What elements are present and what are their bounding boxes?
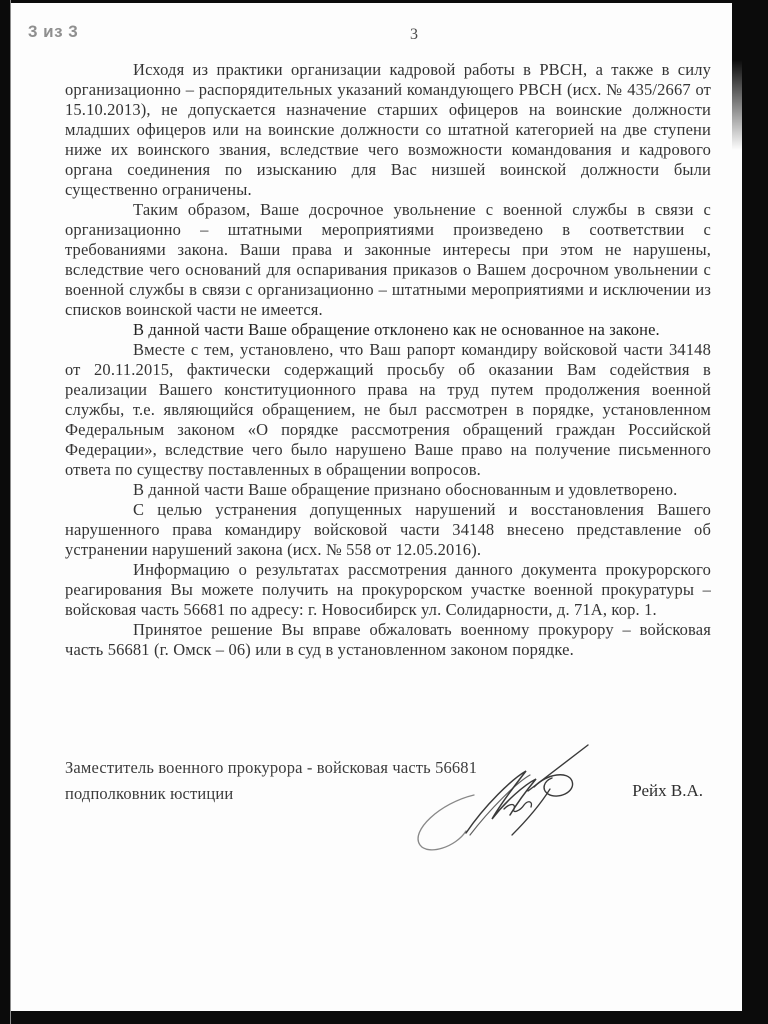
document-paragraph: Вместе с тем, установлено, что Ваш рапорт командиру войсковой части 34148 от 20.11.2015, фактически содержащий просьбу об оказании Вам содействия в реализации Вашего конституционного права на труд путем продолжения военной службы, т.е. являющийся обращением, не был рассмотрен в порядке, установленном Федеральным законом «О порядке рассмотрения обращений граждан Российской Федерации», вследствие чего было нарушено Ваше право на получение письменного ответа по существу поставленных в обращении вопросов. xyxy=(65,340,711,479)
scan-edge-left xyxy=(0,0,11,1024)
document-paragraph: Информацию о результатах рассмотрения данного документа прокурорского реагирования Вы можете получить на прокурорском участке военной прокуратуры – войсковая часть 56681 по адресу: г. Новосибирск ул. Солидарности, д. 71А, кор. 1. xyxy=(65,560,711,619)
scan-edge-bottom xyxy=(0,1011,768,1024)
document-paragraph: Принятое решение Вы вправе обжаловать военному прокурору – войсковая часть 56681 (г. Омск – 06) или в суд в установленном законом порядке. xyxy=(65,620,711,659)
document-body xyxy=(65,60,711,660)
signer-position-line1: Заместитель военного прокурора - войсковая часть 56681 xyxy=(65,758,478,777)
signature-icon xyxy=(400,743,610,858)
scan-edge-right-flare xyxy=(732,0,742,150)
signer-position-line2: подполковник юстиции xyxy=(65,784,234,803)
document-paragraph: С целью устранения допущенных нарушений и восстановления Вашего нарушенного права командиру войсковой части 34148 внесено представление об устранении нарушений закона (исх. № 558 от 12.05.2016). xyxy=(65,500,711,559)
scan-edge-top xyxy=(0,0,768,3)
signature-block xyxy=(65,755,711,865)
signer-name: Рейх В.А. xyxy=(632,781,703,800)
document-paragraph: Исходя из практики организации кадровой работы в РВСН, а также в силу организационно – распорядительных указаний командующего РВСН (исх. № 435/2667 от 15.10.2013), не допускается назначение старших офицеров на воинские должности младших офицеров или на воинские должности со штатной категорией на две ступени ниже их воинского звания, вследствие чего возможности командования и кадрового органа соединения по изысканию для Вас низшей воинской должности были существенно ограничены. xyxy=(65,60,711,199)
document-paragraph: В данной части Ваше обращение признано обоснованным и удовлетворено. xyxy=(133,480,678,499)
document-paragraph: Таким образом, Ваше досрочное увольнение с военной службы в связи с организационно – штатными мероприятиями произведено в соответствии с требованиями закона. Ваши права и законные интересы при этом не нарушены, вследствие чего оснований для оспаривания приказов о Вашем досрочном увольнении с военной службы в связи с организационно – штатными мероприятиями и исключении из списков воинской части не имеется. xyxy=(65,200,711,319)
document-paragraph: В данной части Ваше обращение отклонено как не основанное на законе. xyxy=(133,320,660,339)
scan-edge-right xyxy=(742,0,768,1024)
page-indicator: 3 из 3 xyxy=(28,22,79,41)
document-page-number: 3 xyxy=(410,26,418,43)
